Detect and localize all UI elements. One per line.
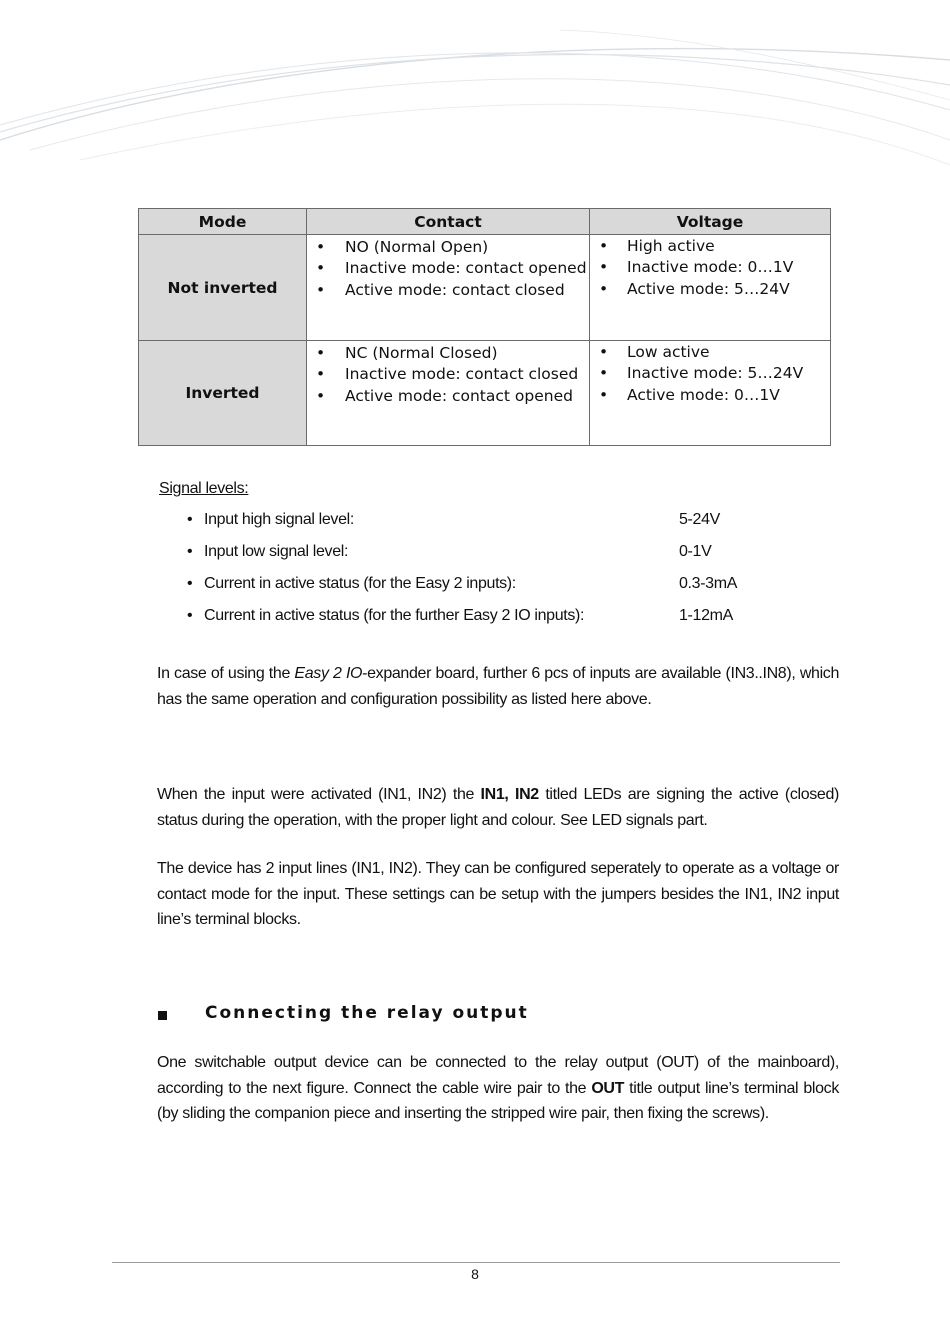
section-heading-text: Connecting the relay output — [205, 1003, 529, 1023]
square-bullet-icon — [158, 1011, 167, 1020]
signal-value: 5-24V — [679, 511, 720, 528]
signal-value: 0-1V — [679, 543, 712, 560]
input-lines-paragraph: The device has 2 input lines (IN1, IN2). They can be configured seperately to operate as a voltage or contact mode for the input. These settings can be setup with the jumpers besides the IN1, IN2 input line’s terminal blocks. — [157, 860, 839, 929]
signal-value: 0.3-3mA — [679, 575, 738, 592]
list-item: • Inactive mode: 5…24V — [591, 363, 829, 384]
list-item: • Low active — [591, 342, 829, 363]
signal-levels-title: Signal levels: — [159, 480, 249, 497]
signal-label: Current in active status (for the further Easy 2 IO inputs): — [204, 607, 585, 624]
list-item: • Inactive mode: contact closed — [308, 364, 588, 385]
paragraph-text: -expander board, further 6 pcs of inputs are available (IN3..IN8), which has the same operation and configuration possibility as listed here above. — [157, 665, 839, 708]
list-item: • Active mode: contact opened — [308, 386, 588, 407]
signal-level-item — [187, 575, 747, 597]
table-row — [139, 235, 831, 341]
footer-divider — [112, 1262, 840, 1263]
signal-label: Input low signal level: — [204, 543, 349, 560]
signal-label: Input high signal level: — [204, 511, 354, 528]
mode-cell: Inverted — [139, 341, 307, 446]
paragraph-text: title output line’s terminal block (by sliding the companion piece and inserting the stripped wire pair, then fixing the screws). — [157, 1079, 839, 1123]
bullet-icon: • — [187, 511, 193, 528]
list-item: • NC (Normal Closed) — [308, 343, 588, 364]
bullet-icon: • — [187, 543, 193, 560]
signal-level-item — [187, 543, 747, 565]
paragraph-bold-text: OUT — [591, 1079, 625, 1097]
list-item: • High active — [591, 236, 829, 257]
list-item: • Active mode: contact closed — [308, 280, 588, 301]
contact-cell — [307, 341, 590, 446]
expander-paragraph — [157, 661, 839, 712]
paragraph-bold-text: IN1, IN2 — [480, 786, 539, 803]
leds-paragraph — [157, 782, 839, 833]
list-item: • Inactive mode: 0…1V — [591, 257, 829, 278]
paragraph-text: titled LEDs are signing the active (closed) status during the operation, with the proper light and colour. See LED signals part. — [157, 786, 839, 829]
table-row — [139, 341, 831, 446]
table-header-row — [139, 209, 831, 235]
list-item: • Active mode: 5…24V — [591, 279, 829, 300]
list-item: • NO (Normal Open) — [308, 237, 588, 258]
header-mode: Mode — [139, 209, 307, 235]
signal-label: Current in active status (for the Easy 2 inputs): — [204, 575, 516, 592]
paragraph-italic-text: Easy 2 IO — [294, 665, 363, 682]
contact-cell — [307, 235, 590, 341]
list-item: • Inactive mode: contact opened — [308, 258, 588, 279]
mode-table — [138, 208, 831, 446]
list-item: • Active mode: 0…1V — [591, 385, 829, 406]
header-voltage: Voltage — [590, 209, 831, 235]
bullet-icon: • — [187, 575, 193, 592]
page-number: 8 — [471, 1266, 479, 1282]
mode-cell: Not inverted — [139, 235, 307, 341]
header-contact: Contact — [307, 209, 590, 235]
paragraph-text: When the input were activated (IN1, IN2) the — [157, 786, 481, 803]
signal-level-item — [187, 511, 747, 533]
signal-value: 1-12mA — [679, 607, 733, 624]
bullet-icon: • — [187, 607, 193, 624]
paragraph-text: One switchable output device can be connected to the relay output (OUT) of the mainboard), according to the next figure. Connect the cable wire pair to the — [157, 1054, 839, 1097]
voltage-cell — [590, 235, 831, 341]
relay-paragraph — [157, 1050, 839, 1127]
voltage-cell — [590, 341, 831, 446]
signal-level-item — [187, 607, 747, 629]
paragraph-text: In case of using the — [157, 665, 295, 682]
header-swoosh-decoration — [0, 0, 950, 200]
